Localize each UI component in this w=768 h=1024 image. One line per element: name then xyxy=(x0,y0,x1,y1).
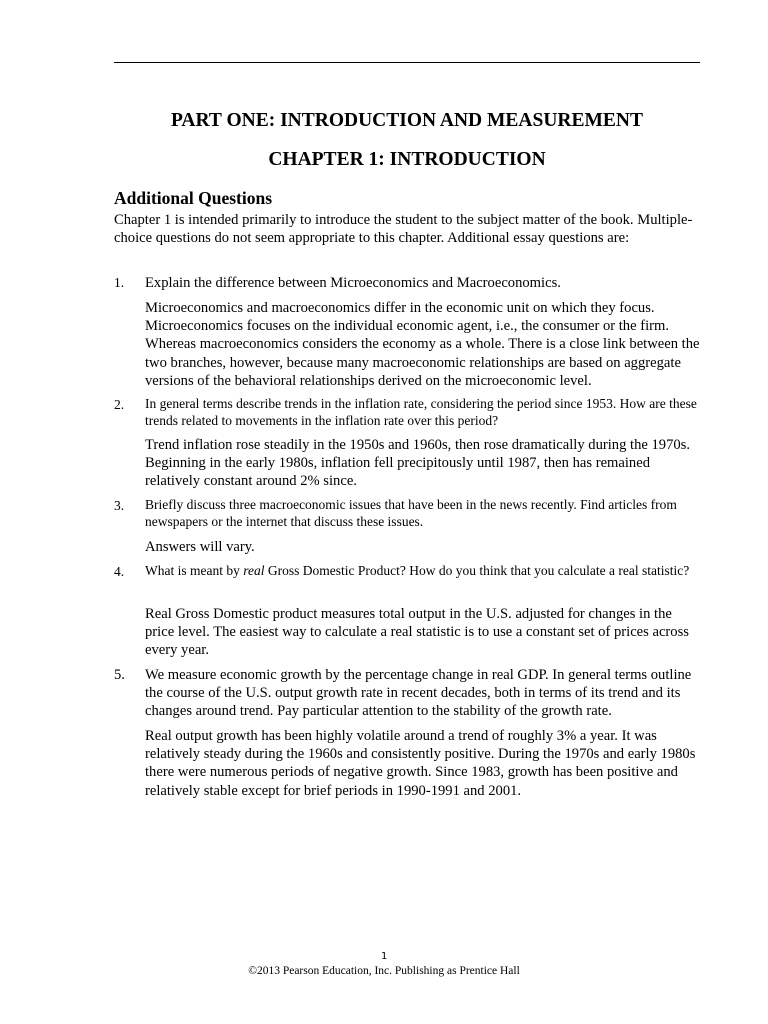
question-number: 3. xyxy=(114,498,125,513)
section-heading: Additional Questions xyxy=(114,188,273,208)
question-text xyxy=(145,563,700,580)
copyright-notice: ©2013 Pearson Education, Inc. Publishing as Prentice Hall xyxy=(248,965,520,977)
question-number: 4. xyxy=(114,564,125,579)
question-2 xyxy=(114,396,700,429)
question-number: 5. xyxy=(114,667,125,683)
question-text-before: What is meant by xyxy=(145,563,244,578)
question-number: 2. xyxy=(114,397,125,412)
question-1 xyxy=(114,274,700,292)
question-text: Explain the difference between Microeconomics and Macroeconomics. xyxy=(145,275,561,291)
chapter-title: CHAPTER 1: INTRODUCTION xyxy=(268,149,546,170)
question-number: 1. xyxy=(114,275,125,290)
answer-2: Trend inflation rose steadily in the 1950s and 1960s, then rose dramatically during the 1970s. Beginning in the early 1980s, inflation fell precipitously until 1987, then has remained relatively constant around 2% since. xyxy=(145,437,691,490)
question-text-after: Gross Domestic Product? How do you think that you calculate a real statistic? xyxy=(264,563,690,578)
question-text: We measure economic growth by the percentage change in real GDP. In general terms outline the course of the U.S. output growth rate in recent decades, both in terms of its trend and its changes around trend. Pay particular attention to the stability of the growth rate. xyxy=(145,667,692,720)
answer-5: Real output growth has been highly volatile around a trend of roughly 3% a year. It was relatively steady during the 1960s and consistently positive. During the 1970s and early 1980s there were numerous periods of negative growth. Since 1983, growth has been positive and relatively stable except for brief periods in 1990-1991 and 2001. xyxy=(145,728,696,799)
answer-1: Microeconomics and macroeconomics differ in the economic unit on which they focus. Microeconomics focuses on the individual economic agent, i.e., the consumer or the firm. Whereas macroeconomics considers the economy as a whole. There is a close link between the two branches, however, because many macroeconomic relationships are based on aggregate versions of the behavioral relationships derived on the microeconomic level. xyxy=(145,300,700,389)
answer-3: Answers will vary. xyxy=(145,539,255,555)
question-text: Briefly discuss three macroeconomic issues that have been in the news recently. Find articles from newspapers or the internet that discuss these issues. xyxy=(145,497,677,529)
question-text: In general terms describe trends in the inflation rate, considering the period since 1953. How are these trends related to movements in the inflation rate over this period? xyxy=(145,396,697,428)
header-rule xyxy=(114,62,700,63)
page-number: 1 xyxy=(380,951,388,962)
question-5 xyxy=(114,666,700,721)
question-3 xyxy=(114,497,700,530)
answer-4: Real Gross Domestic product measures total output in the U.S. adjusted for changes in the price level. The easiest way to calculate a real statistic is to use a constant set of prices across every year. xyxy=(145,606,689,659)
part-title: PART ONE: INTRODUCTION AND MEASUREMENT xyxy=(170,110,644,131)
question-text-emphasis: real xyxy=(243,563,265,578)
intro-paragraph: Chapter 1 is intended primarily to introduce the student to the subject matter of the book. Multiple-choice questions do not seem appropriate to this chapter. Additional essay questions are: xyxy=(114,212,693,247)
question-4 xyxy=(114,563,700,580)
